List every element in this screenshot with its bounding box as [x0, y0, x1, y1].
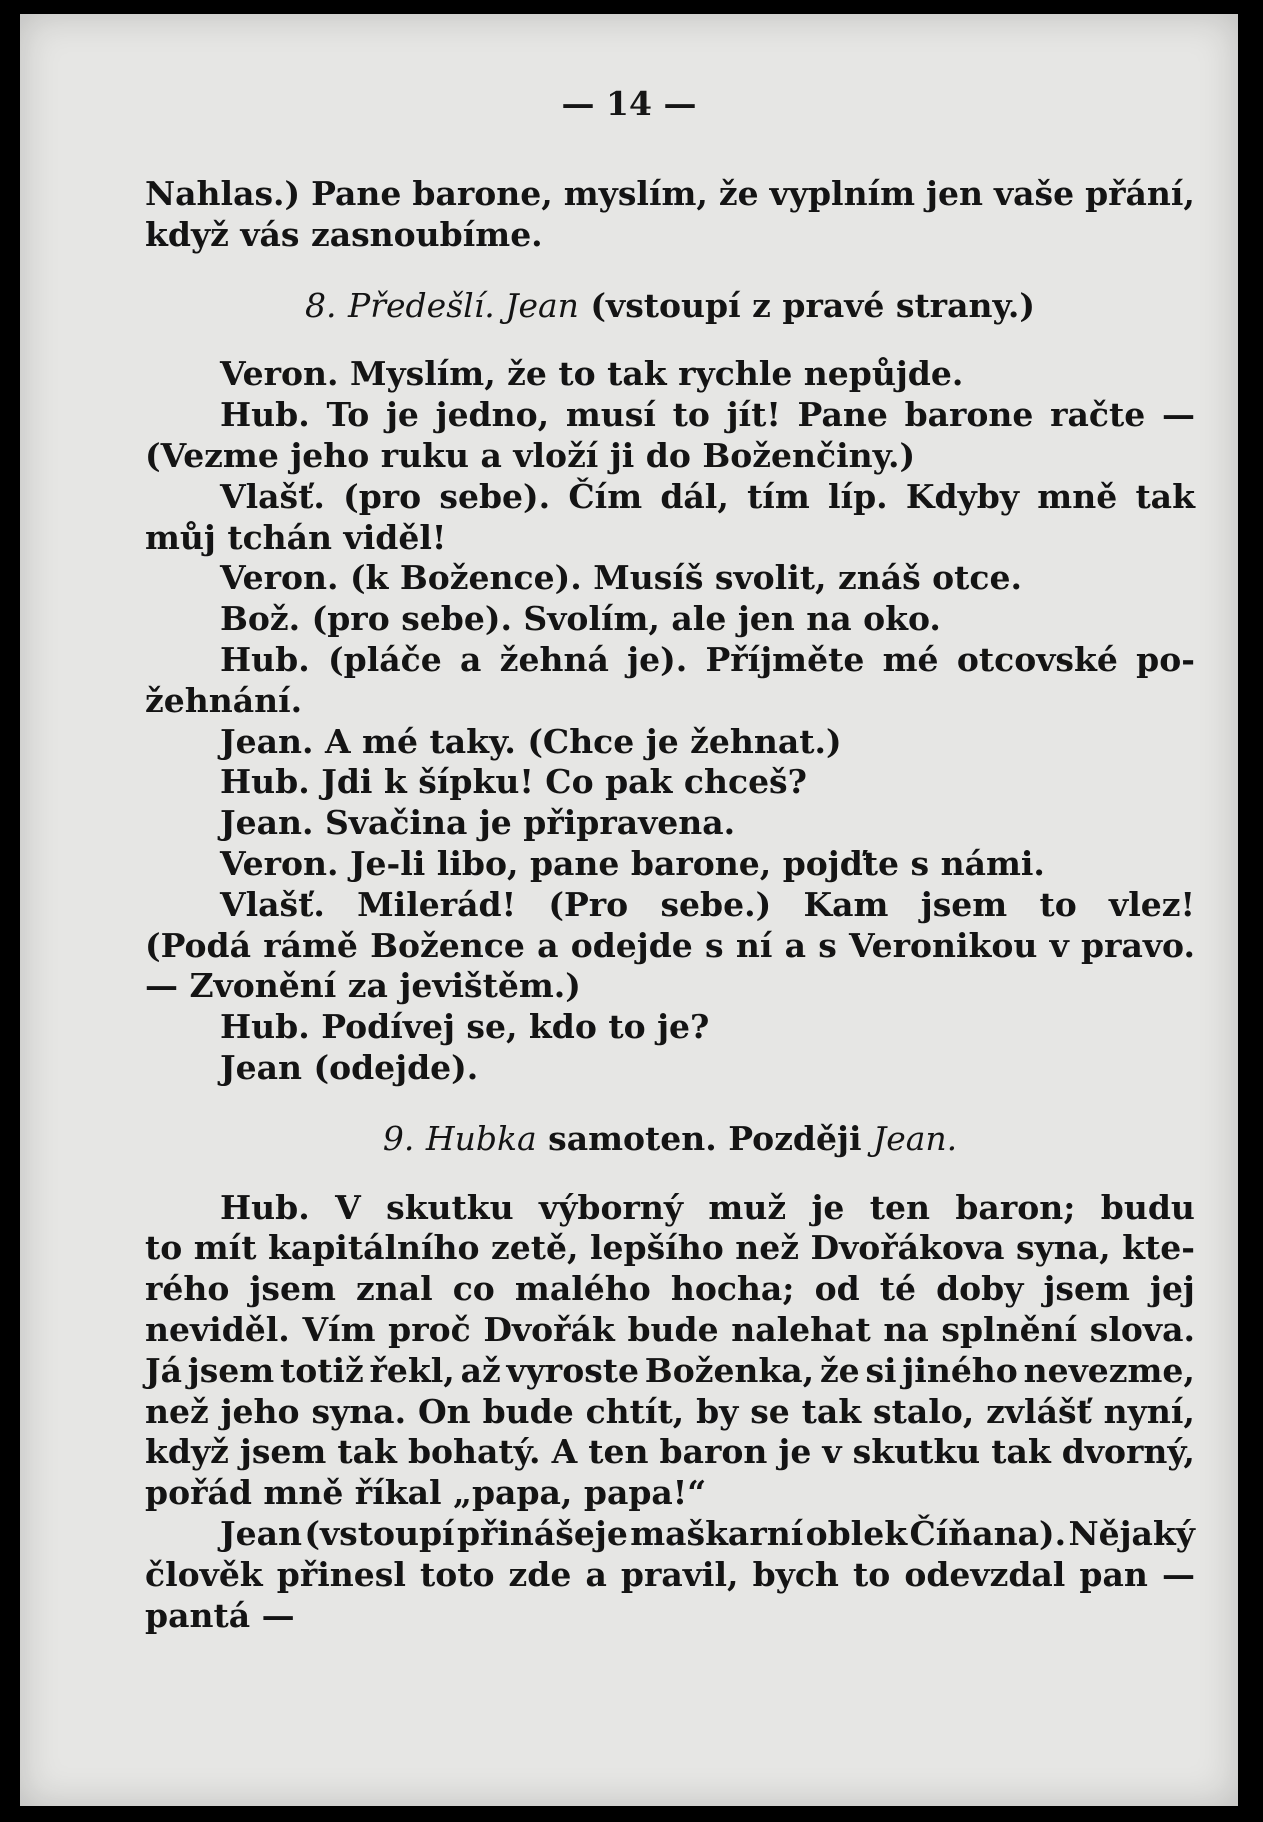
- text-line: když vás zasnoubíme.: [145, 214, 543, 254]
- text-line: žehnání.: [145, 680, 303, 720]
- text-line: Já jsem totiž řekl, až vyroste Boženka, že si jiného nevezme,: [145, 1350, 1195, 1390]
- scene-9-heading: [145, 1119, 1195, 1160]
- scene-9-number: 9.: [382, 1118, 415, 1158]
- opening-block: [145, 174, 1195, 256]
- text-line: když jsem tak bohatý. A ten baron je v skutku tak dvorný,: [145, 1432, 1195, 1472]
- text-line: Veron. (k Božence). Musíš svolit, znáš otce.: [220, 558, 1022, 598]
- text-line: Hub. Podívej se, kdo to je?: [220, 1007, 710, 1047]
- text-line: rého jsem znal co malého hocha; od té doby jsem jej: [145, 1269, 1195, 1309]
- scene-8-dialogue: [145, 354, 1195, 1088]
- text-line: Bož. (pro sebe). Svolím, ale jen na oko.: [220, 599, 941, 639]
- scene-9-middle: samoten. Později: [548, 1118, 862, 1158]
- text-line: Vlašť. (pro sebe). Čím dál, tím líp. Kdyby mně tak: [220, 476, 1195, 516]
- text-line: to mít kapitálního zetě, lepšího než Dvořákova syna, kte-: [145, 1228, 1195, 1268]
- text-line: (Podá rámě Božence a odejde s ní a s Veronikou v pravo.: [145, 925, 1195, 965]
- scene-8-heading: [145, 286, 1195, 327]
- scene-9-name: Hubka: [425, 1118, 537, 1158]
- text-line: Veron. Myslím, že to tak rychle nepůjde.: [220, 354, 964, 394]
- text-line: můj tchán viděl!: [145, 517, 447, 557]
- text-line: člověk přinesl toto zde a pravil, bych to odevzdal pan —: [145, 1554, 1195, 1594]
- scene-8-number: 8.: [305, 285, 337, 325]
- page-number: — 14 —: [561, 84, 697, 123]
- text-line: Jean (vstoupí přinášeje maškarní oblek Číňana). Nějaký: [220, 1513, 1195, 1553]
- text-line: Jean. A mé taky. (Chce je žehnat.): [220, 721, 842, 761]
- scene-9-name2: Jean.: [872, 1118, 958, 1158]
- text-line: Jean (odejde).: [220, 1047, 479, 1087]
- text-line: než jeho syna. On bude chtít, by se tak stalo, zvlášť nyní,: [145, 1391, 1195, 1431]
- text-line: neviděl. Vím proč Dvořák bude nalehat na splnění slova.: [145, 1309, 1195, 1349]
- scene-9-dialogue: [145, 1188, 1195, 1637]
- text-line: Vlašť. Milerád! (Pro sebe.) Kam jsem to vlez!: [220, 884, 1195, 924]
- scene-8-direction: (vstoupí z pravé strany.): [590, 285, 1035, 325]
- text-line: (Vezme jeho ruku a vloží ji do Boženčiny.): [145, 435, 916, 475]
- scene-8-names: Předešlí. Jean: [348, 285, 579, 325]
- page-text: [145, 174, 1195, 1636]
- text-line: pořád mně říkal „papa, papa!“: [145, 1473, 707, 1513]
- text-line: Jean. Svačina je připravena.: [220, 803, 736, 843]
- text-line: Hub. To je jedno, musí to jít! Pane barone račte —: [220, 395, 1195, 435]
- text-line: Veron. Je-li libo, pane barone, pojďte s námi.: [220, 843, 1045, 883]
- text-line: — Zvonění za jevištěm.): [145, 966, 581, 1006]
- text-line: Hub. V skutku výborný muž je ten baron; budu: [220, 1187, 1195, 1227]
- book-page: [20, 14, 1238, 1806]
- text-line: Hub. (pláče a žehná je). Příjměte mé otcovské po-: [220, 639, 1195, 679]
- text-line: pantá —: [145, 1595, 295, 1635]
- text-line: Nahlas.) Pane barone, myslím, že vyplním jen vaše přání,: [145, 174, 1195, 213]
- text-line: Hub. Jdi k šípku! Co pak chceš?: [220, 762, 807, 802]
